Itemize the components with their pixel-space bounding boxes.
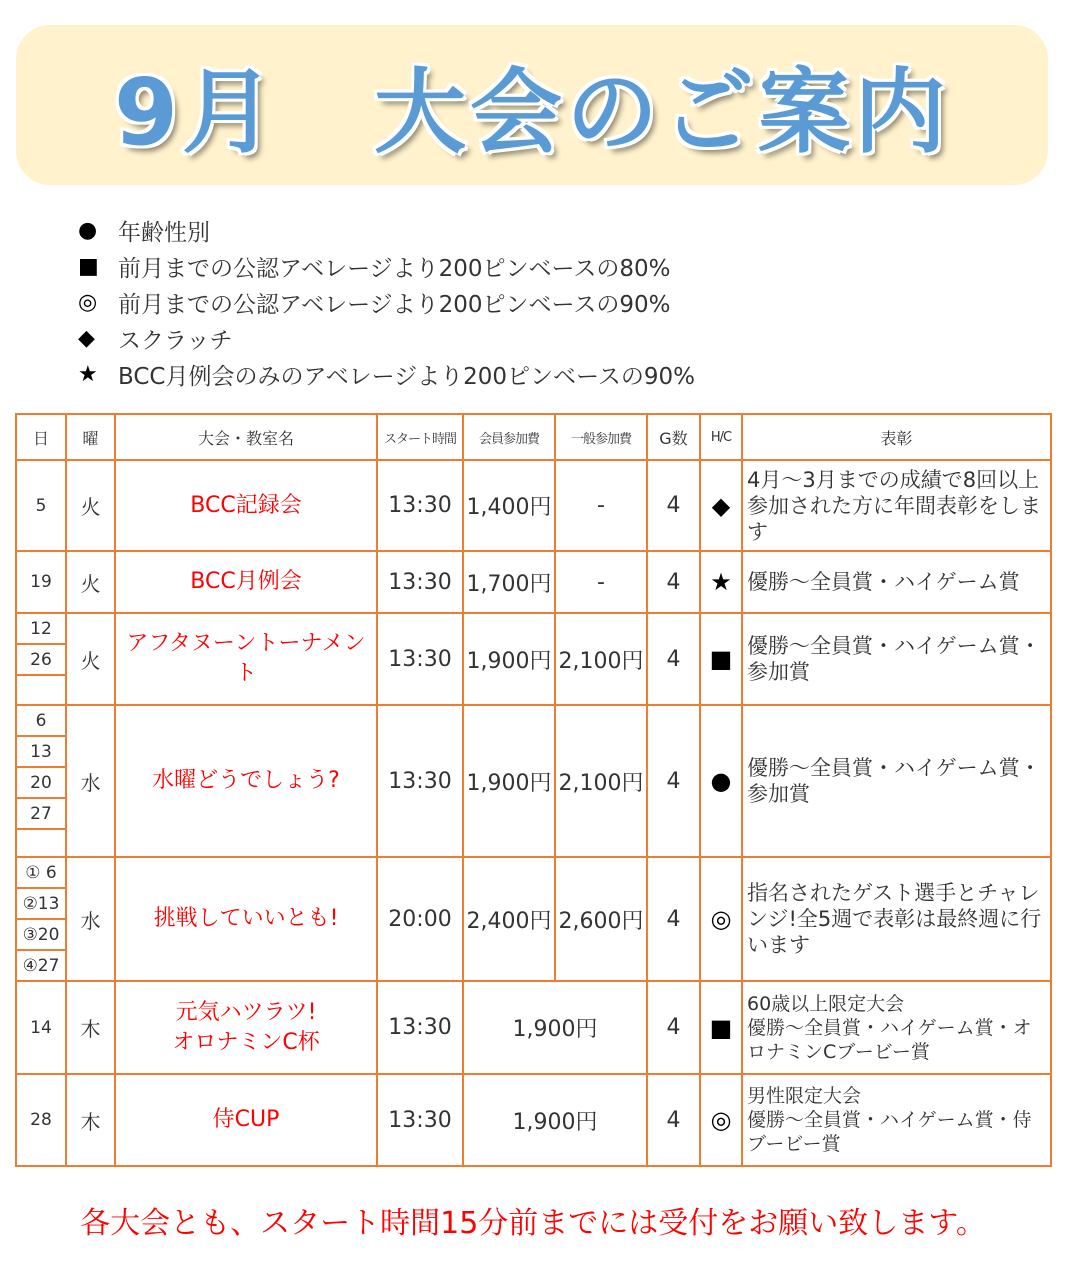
event-name: 水曜どうでしょう?	[115, 705, 377, 857]
weekday-cell: 火	[66, 460, 115, 551]
header-hc: H/C	[700, 414, 742, 460]
start-time: 13:30	[377, 460, 463, 551]
day-cell: 14	[16, 981, 66, 1074]
table-row	[16, 857, 1051, 888]
title-banner	[16, 25, 1048, 185]
member-fee: 1,700円	[463, 551, 555, 613]
header-weekday: 曜	[66, 414, 115, 460]
start-time: 13:30	[377, 551, 463, 613]
header-name: 大会・教室名	[115, 414, 377, 460]
member-fee: 1,900円	[463, 705, 555, 857]
star-icon: ★	[78, 361, 98, 387]
header-start: スタート時間	[377, 414, 463, 460]
weekday-cell: 木	[66, 981, 115, 1074]
general-fee: -	[555, 460, 647, 551]
games: 4	[647, 460, 700, 551]
award-text: 優勝～全員賞・ハイゲーム賞	[742, 551, 1051, 613]
award-line: 男性限定大会	[747, 1085, 862, 1107]
event-name	[115, 981, 377, 1074]
general-fee: 2,100円	[555, 705, 647, 857]
day-cell-empty	[16, 675, 66, 705]
event-name: 挑戦していいとも!	[115, 857, 377, 981]
general-fee: -	[555, 551, 647, 613]
legend-item	[78, 212, 695, 248]
day-cell: 6	[16, 705, 66, 736]
start-time: 13:30	[377, 1074, 463, 1166]
hc-square-icon: ■	[700, 613, 742, 705]
header-day: 日	[16, 414, 66, 460]
general-fee: 2,100円	[555, 613, 647, 705]
double-circle-icon: ◎	[78, 289, 98, 315]
legend-text: スクラッチ	[118, 327, 233, 354]
start-time: 13:30	[377, 981, 463, 1074]
games: 4	[647, 613, 700, 705]
day-cell-empty	[16, 829, 66, 857]
games: 4	[647, 857, 700, 981]
footer-notice: 各大会とも、スタート時間15分前までには受付をお願い致します。	[80, 1206, 986, 1241]
day-cell: 26	[16, 644, 66, 675]
games: 4	[647, 1074, 700, 1166]
legend-item	[78, 248, 695, 284]
fee: 1,900円	[463, 1074, 647, 1166]
hc-star-icon: ★	[700, 551, 742, 613]
hc-circle-icon: ●	[700, 705, 742, 857]
header-games: G数	[647, 414, 700, 460]
award-text	[742, 981, 1051, 1074]
start-time: 13:30	[377, 613, 463, 705]
award-line: 優勝～全員賞・ハイゲーム賞・侍ブービー賞	[747, 1109, 1032, 1155]
award-text: 指名されたゲスト選手とチャレンジ!全5週で表彰は最終週に行います	[742, 857, 1051, 981]
fee: 1,900円	[463, 981, 647, 1074]
award-text	[742, 1074, 1051, 1166]
general-fee: 2,600円	[555, 857, 647, 981]
weekday-cell: 木	[66, 1074, 115, 1166]
day-cell: ① 6	[16, 857, 66, 888]
day-cell: ②13	[16, 888, 66, 919]
hc-double-circle-icon: ◎	[700, 857, 742, 981]
award-text: 4月～3月までの成績で8回以上参加された方に年間表彰をします	[742, 460, 1051, 551]
hc-double-circle-icon: ◎	[700, 1074, 742, 1166]
award-line: 優勝～全員賞・ハイゲーム賞・オロナミンCブービー賞	[747, 1016, 1032, 1063]
award-line: 60歳以上限定大会	[747, 992, 905, 1015]
legend-text: BCC月例会のみのアベレージより200ピンベースの90%	[118, 363, 695, 390]
table-row	[16, 1074, 1051, 1166]
header-general-fee: 一般参加費	[555, 414, 647, 460]
weekday-cell: 水	[66, 705, 115, 857]
legend-item	[78, 356, 695, 392]
day-cell: 12	[16, 613, 66, 644]
hc-square-icon: ■	[700, 981, 742, 1074]
table-row	[16, 981, 1051, 1074]
table-row	[16, 551, 1051, 613]
event-name: BCC月例会	[115, 551, 377, 613]
event-name: 侍CUP	[115, 1074, 377, 1166]
day-cell: ④27	[16, 950, 66, 981]
hc-diamond-icon: ◆	[700, 460, 742, 551]
games: 4	[647, 705, 700, 857]
member-fee: 2,400円	[463, 857, 555, 981]
member-fee: 1,900円	[463, 613, 555, 705]
diamond-icon: ◆	[78, 325, 95, 351]
legend-item	[78, 284, 695, 320]
table-row	[16, 460, 1051, 551]
table-header-row	[16, 414, 1051, 460]
day-cell: 5	[16, 460, 66, 551]
header-member-fee: 会員参加費	[463, 414, 555, 460]
day-cell: 13	[16, 736, 66, 767]
legend-text: 前月までの公認アベレージより200ピンベースの80%	[118, 255, 671, 282]
start-time: 20:00	[377, 857, 463, 981]
day-cell: 28	[16, 1074, 66, 1166]
table-row	[16, 705, 1051, 736]
header-award: 表彰	[742, 414, 1051, 460]
legend-item	[78, 320, 695, 356]
weekday-cell: 火	[66, 613, 115, 705]
day-cell: ③20	[16, 919, 66, 950]
event-name-line: 元気ハツラツ!	[175, 999, 317, 1025]
table-row	[16, 613, 1051, 644]
event-name: BCC記録会	[115, 460, 377, 551]
games: 4	[647, 551, 700, 613]
legend-text: 年齢性別	[118, 219, 210, 246]
circle-icon: ●	[78, 217, 98, 243]
weekday-cell: 火	[66, 551, 115, 613]
page-title: 9月 大会のご案内	[113, 59, 950, 166]
award-text: 優勝～全員賞・ハイゲーム賞・参加賞	[742, 613, 1051, 705]
legend-text: 前月までの公認アベレージより200ピンベースの90%	[118, 291, 671, 318]
start-time: 13:30	[377, 705, 463, 857]
award-text: 優勝～全員賞・ハイゲーム賞・参加賞	[742, 705, 1051, 857]
schedule-table	[15, 413, 1052, 1167]
games: 4	[647, 981, 700, 1074]
member-fee: 1,400円	[463, 460, 555, 551]
event-name: アフタヌーントーナメント	[115, 613, 377, 705]
day-cell: 27	[16, 798, 66, 829]
event-name-line: オロナミンC杯	[172, 1029, 320, 1055]
day-cell: 20	[16, 767, 66, 798]
weekday-cell: 水	[66, 857, 115, 981]
hc-legend	[78, 212, 695, 392]
square-icon: ■	[78, 253, 99, 279]
day-cell: 19	[16, 551, 66, 613]
